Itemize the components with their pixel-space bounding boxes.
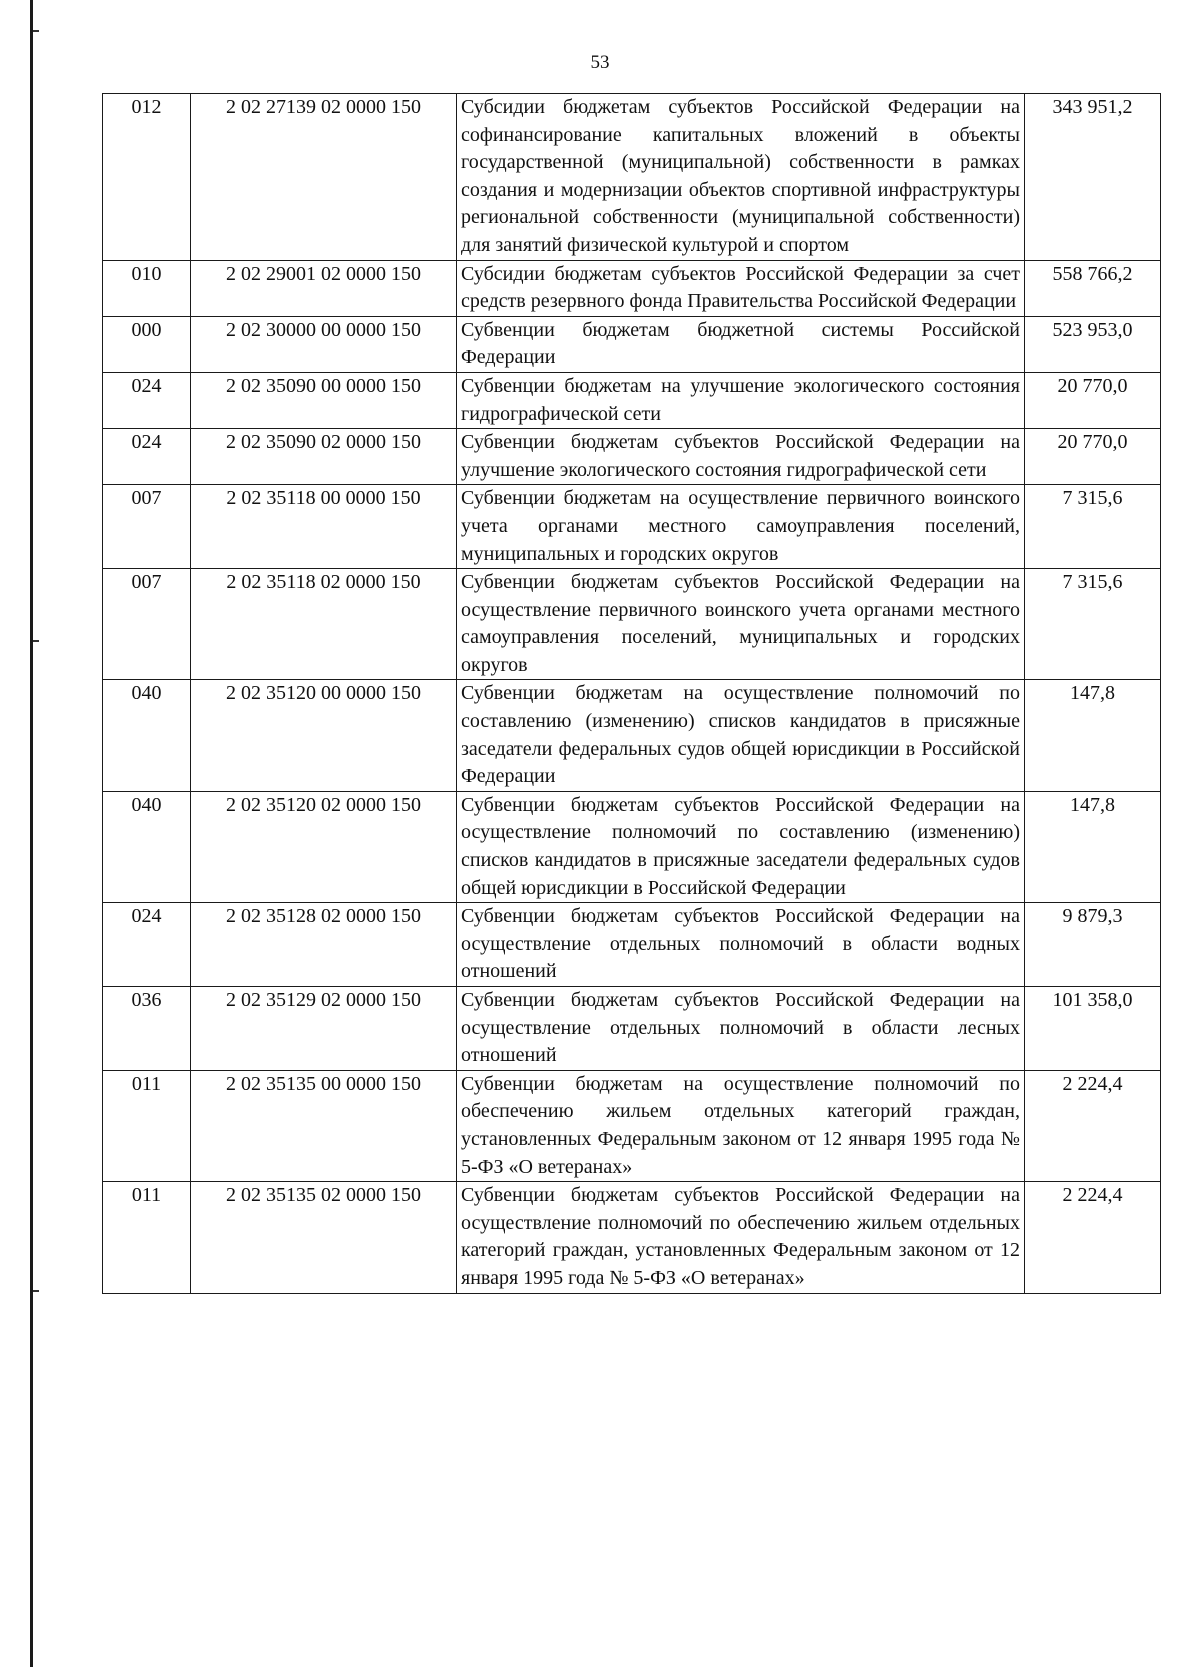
amount-cell: 9 879,3 [1025, 903, 1161, 987]
scan-edge-mark [33, 30, 39, 32]
amount-cell: 101 358,0 [1025, 987, 1161, 1071]
description-cell: Субвенции бюджетам на осуществление первичного воинского учета органами местного самоуправления поселений, муниципальных и городских округов [457, 485, 1025, 569]
table-row [103, 680, 1161, 791]
description-cell: Субвенции бюджетам субъектов Российской Федерации на осуществление полномочий по составлению (изменению) списков кандидатов в присяжные заседатели федеральных судов общей юрисдикции в Российской Федерации [457, 791, 1025, 902]
admin-code-cell: 011 [103, 1070, 191, 1181]
amount-cell: 7 315,6 [1025, 485, 1161, 569]
table-row [103, 569, 1161, 680]
description-cell: Субвенции бюджетам субъектов Российской Федерации на осуществление полномочий по обеспечению жильем отдельных категорий граждан, установленных Федеральным законом от 12 января 1995 года № 5-ФЗ «О ветеранах» [457, 1182, 1025, 1293]
table-row [103, 260, 1161, 316]
table-row [103, 372, 1161, 428]
budget-code-cell: 2 02 35135 00 0000 150 [191, 1070, 457, 1181]
description-cell: Субвенции бюджетам на улучшение экологического состояния гидрографической сети [457, 372, 1025, 428]
budget-code-cell: 2 02 35120 00 0000 150 [191, 680, 457, 791]
admin-code-cell: 040 [103, 791, 191, 902]
admin-code-cell: 024 [103, 429, 191, 485]
table-row [103, 903, 1161, 987]
description-cell: Субсидии бюджетам субъектов Российской Федерации за счет средств резервного фонда Правительства Российской Федерации [457, 260, 1025, 316]
budget-code-cell: 2 02 35118 00 0000 150 [191, 485, 457, 569]
description-cell: Субвенции бюджетам на осуществление полномочий по обеспечению жильем отдельных категорий граждан, установленных Федеральным законом от 12 января 1995 года № 5-ФЗ «О ветеранах» [457, 1070, 1025, 1181]
description-cell: Субвенции бюджетам субъектов Российской Федерации на осуществление отдельных полномочий в области водных отношений [457, 903, 1025, 987]
description-cell: Субвенции бюджетам субъектов Российской Федерации на осуществление первичного воинского учета органами местного самоуправления поселений, муниципальных и городских округов [457, 569, 1025, 680]
scan-edge-mark [33, 640, 39, 642]
amount-cell: 147,8 [1025, 791, 1161, 902]
table-row [103, 987, 1161, 1071]
table-body [103, 94, 1161, 1294]
table-row [103, 1182, 1161, 1293]
description-cell: Субвенции бюджетам бюджетной системы Российской Федерации [457, 316, 1025, 372]
admin-code-cell: 007 [103, 569, 191, 680]
table-row [103, 485, 1161, 569]
amount-cell: 2 224,4 [1025, 1182, 1161, 1293]
amount-cell: 523 953,0 [1025, 316, 1161, 372]
admin-code-cell: 012 [103, 94, 191, 261]
page-number: 53 [590, 52, 610, 73]
budget-code-cell: 2 02 35118 02 0000 150 [191, 569, 457, 680]
description-cell: Субвенции бюджетам субъектов Российской Федерации на осуществление отдельных полномочий в области лесных отношений [457, 987, 1025, 1071]
table-row [103, 1070, 1161, 1181]
amount-cell: 343 951,2 [1025, 94, 1161, 261]
budget-code-cell: 2 02 35120 02 0000 150 [191, 791, 457, 902]
admin-code-cell: 024 [103, 903, 191, 987]
scan-edge-mark [33, 1290, 39, 1292]
amount-cell: 20 770,0 [1025, 372, 1161, 428]
table-row [103, 94, 1161, 261]
budget-code-cell: 2 02 29001 02 0000 150 [191, 260, 457, 316]
table-row [103, 316, 1161, 372]
budget-code-cell: 2 02 30000 00 0000 150 [191, 316, 457, 372]
budget-code-cell: 2 02 27139 02 0000 150 [191, 94, 457, 261]
admin-code-cell: 010 [103, 260, 191, 316]
admin-code-cell: 007 [103, 485, 191, 569]
budget-code-cell: 2 02 35090 00 0000 150 [191, 372, 457, 428]
amount-cell: 2 224,4 [1025, 1070, 1161, 1181]
admin-code-cell: 000 [103, 316, 191, 372]
amount-cell: 147,8 [1025, 680, 1161, 791]
budget-revenue-table [102, 93, 1161, 1294]
budget-code-cell: 2 02 35090 02 0000 150 [191, 429, 457, 485]
admin-code-cell: 024 [103, 372, 191, 428]
table-row [103, 429, 1161, 485]
admin-code-cell: 036 [103, 987, 191, 1071]
budget-code-cell: 2 02 35135 02 0000 150 [191, 1182, 457, 1293]
budget-code-cell: 2 02 35129 02 0000 150 [191, 987, 457, 1071]
description-cell: Субвенции бюджетам субъектов Российской Федерации на улучшение экологического состояния гидрографической сети [457, 429, 1025, 485]
amount-cell: 558 766,2 [1025, 260, 1161, 316]
table-row [103, 791, 1161, 902]
admin-code-cell: 011 [103, 1182, 191, 1293]
scan-edge-line [30, 0, 33, 1667]
amount-cell: 20 770,0 [1025, 429, 1161, 485]
admin-code-cell: 040 [103, 680, 191, 791]
budget-code-cell: 2 02 35128 02 0000 150 [191, 903, 457, 987]
description-cell: Субвенции бюджетам на осуществление полномочий по составлению (изменению) списков кандидатов в присяжные заседатели федеральных судов общей юрисдикции в Российской Федерации [457, 680, 1025, 791]
description-cell: Субсидии бюджетам субъектов Российской Федерации на софинансирование капитальных вложений в объекты государственной (муниципальной) собственности в рамках создания и модернизации объектов спортивной инфраструктуры региональной собственности (муниципальной собственности) для занятий физической культурой и спортом [457, 94, 1025, 261]
amount-cell: 7 315,6 [1025, 569, 1161, 680]
